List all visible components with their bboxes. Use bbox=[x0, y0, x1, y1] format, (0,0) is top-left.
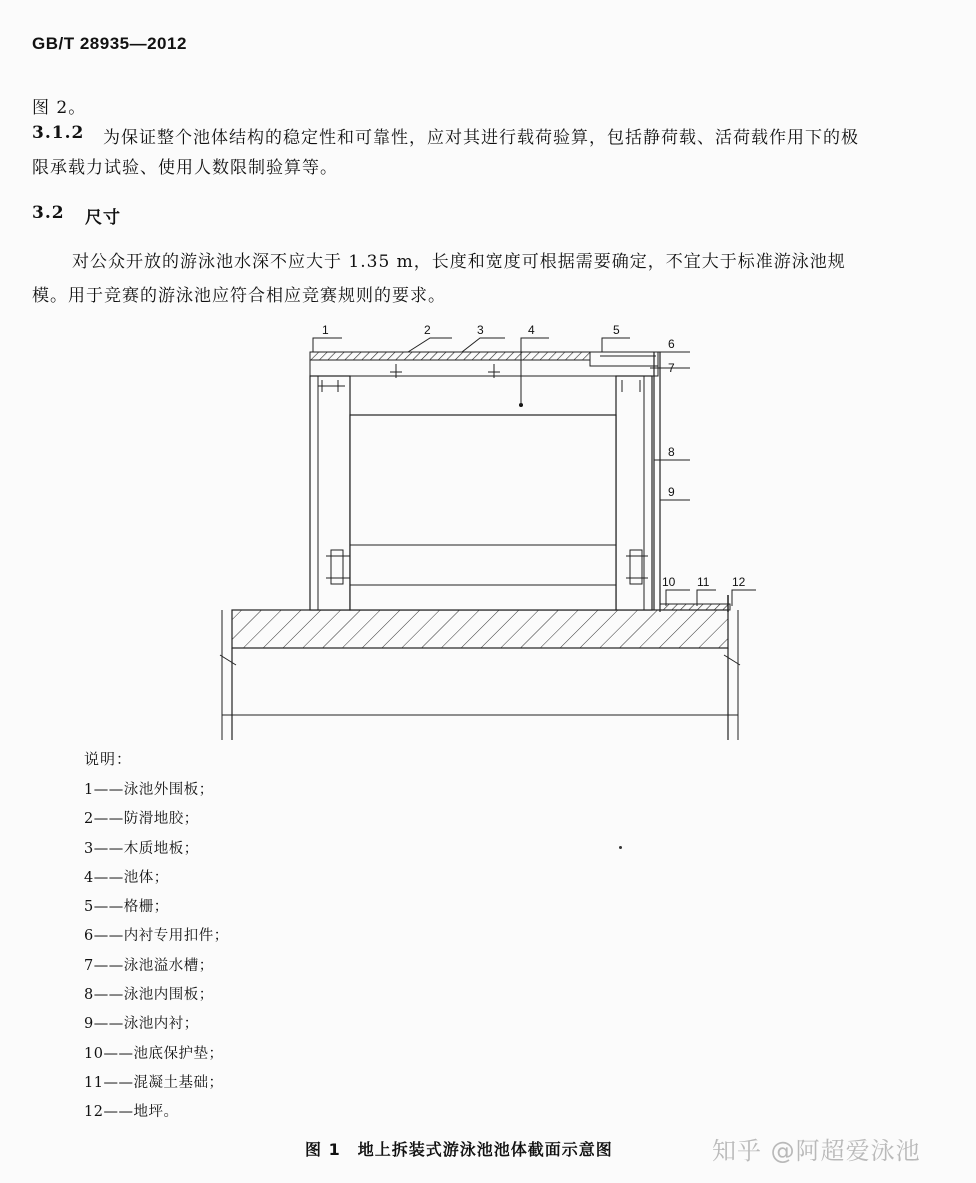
concrete-foundation bbox=[232, 610, 728, 648]
legend-item: 10——池底保护垫； bbox=[84, 1045, 224, 1062]
callout-11: 11 bbox=[697, 575, 710, 589]
inner-liner bbox=[654, 352, 730, 612]
legend-item: 11——混凝土基础； bbox=[84, 1074, 224, 1091]
legend-item: 5——格栅； bbox=[84, 899, 169, 916]
legend-item: 8——泳池内围板； bbox=[84, 987, 214, 1004]
section-number: 3.2 bbox=[32, 203, 65, 223]
callout-8: 8 bbox=[668, 445, 675, 459]
legend-item: 2——防滑地胶； bbox=[84, 811, 199, 828]
deck bbox=[310, 352, 658, 376]
callout-5: 5 bbox=[613, 323, 620, 337]
clause-text-line2: 限承载力试验、使用人数限制验算等。 bbox=[32, 158, 338, 178]
stray-dot bbox=[619, 846, 622, 849]
callout-7: 7 bbox=[668, 361, 675, 375]
legend-item: 7——泳池溢水槽； bbox=[84, 957, 214, 974]
legend-title: 说明： bbox=[84, 750, 133, 768]
callout-9: 9 bbox=[668, 485, 675, 499]
outer-wall-right bbox=[616, 376, 652, 610]
legend-item: 6——内衬专用扣件； bbox=[84, 928, 229, 945]
clause-text-line1: 为保证整个池体结构的稳定性和可靠性，应对其进行载荷验算，包括静荷载、活荷载作用下的极 bbox=[103, 128, 859, 148]
pool-body bbox=[350, 364, 616, 610]
callout-1: 1 bbox=[322, 323, 329, 337]
callout-6: 6 bbox=[668, 337, 675, 351]
standard-code: GB/T 28935—2012 bbox=[32, 34, 187, 53]
figure-reference-line: 图 2。 bbox=[32, 98, 87, 118]
section-title: 尺寸 bbox=[85, 208, 121, 228]
callout-4: 4 bbox=[528, 323, 535, 337]
figure-caption: 图 1 地上拆装式游泳池池体截面示意图 bbox=[305, 1140, 613, 1159]
outer-wall-left bbox=[310, 376, 350, 610]
paragraph-line1: 对公众开放的游泳池水深不应大于 1.35 m，长度和宽度可根据需要确定，不宜大于标准游泳池规 bbox=[72, 252, 846, 272]
paragraph-line2: 模。用于竞赛的游泳池应符合相应竞赛规则的要求。 bbox=[32, 286, 446, 306]
legend-item: 9——泳池内衬； bbox=[84, 1016, 199, 1033]
legend-list bbox=[84, 776, 229, 1128]
legend-item: 3——木质地板； bbox=[84, 840, 199, 857]
callout-2: 2 bbox=[424, 323, 431, 337]
callout-10: 10 bbox=[662, 575, 676, 589]
clause-number: 3.1.2 bbox=[32, 123, 85, 143]
legend-item: 4——池体； bbox=[84, 869, 169, 886]
callout-12: 12 bbox=[732, 575, 746, 589]
legend-item: 12——地坪。 bbox=[84, 1104, 179, 1121]
watermark: 知乎 @阿超爱泳池 bbox=[712, 1137, 921, 1165]
callout-3: 3 bbox=[477, 323, 484, 337]
legend-item: 1——泳池外围板； bbox=[84, 782, 214, 798]
